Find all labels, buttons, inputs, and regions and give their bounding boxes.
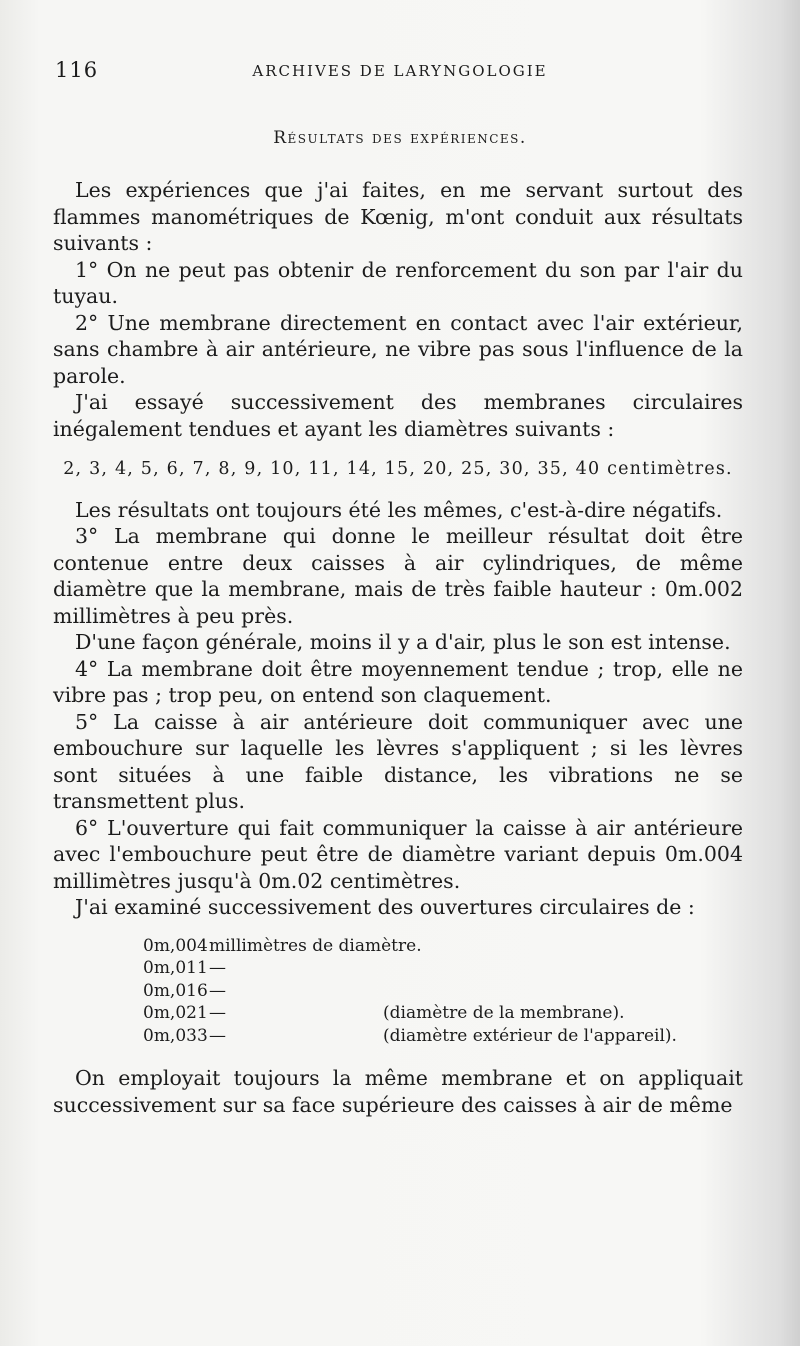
table-row	[143, 935, 743, 958]
paragraph: J'ai examiné successivement des ouvertures circulaires de :	[75, 895, 695, 919]
openings-table	[143, 935, 743, 1048]
opening-value: 0m,011	[143, 958, 208, 978]
paragraph: On employait toujours la même membrane et on appliquait successivement sur sa face supérieure des caisses à air de même	[53, 1066, 743, 1117]
table-row	[143, 1025, 743, 1048]
table-row	[143, 980, 743, 1003]
paragraph: 6° L'ouverture qui fait communiquer la caisse à air antérieure avec l'embouchure peut être de diamètre variant depuis 0m.004 millimètres jusqu'à 0m.02 centimètres.	[53, 815, 743, 893]
table-row	[143, 1002, 743, 1025]
paragraph: Les résultats ont toujours été les mêmes, c'est-à-dire négatifs.	[75, 497, 723, 522]
opening-note: (diamètre extérieur de l'appareil).	[383, 1025, 677, 1046]
opening-value: 0m,004	[143, 935, 208, 956]
paragraph: 3° La membrane qui donne le meilleur résultat doit être contenue entre deux caisses à air cylindriques, de même diamètre que la membrane, mais de très faible hauteur : 0m.002 millimètres à peu près.	[53, 524, 743, 628]
opening-value: 0m,033	[143, 1025, 208, 1046]
body-text	[53, 177, 743, 1118]
paragraph: D'une façon générale, moins il y a d'air, plus le son est intense.	[75, 630, 731, 654]
page-header	[55, 58, 745, 88]
paragraph: 5° La caisse à air antérieure doit communiquer avec une embouchure sur laquelle les lèvres s'appliquent ; si les lèvres sont situées à une faible distance, les vibrations ne se transmettent plus.	[53, 709, 743, 813]
opening-note: (diamètre de la membrane).	[383, 1003, 625, 1023]
running-title: ARCHIVES DE LARYNGOLOGIE	[252, 62, 548, 80]
opening-desc: —	[209, 958, 226, 978]
paragraph: Les expériences que j'ai faites, en me servant surtout des flammes manométriques de Kœnig, m'ont conduit aux résultats suivants :	[53, 178, 743, 255]
paragraph: J'ai essayé successivement des membranes circulaires inégalement tendues et ayant les diamètres suivants :	[53, 390, 743, 441]
table-row	[143, 957, 743, 980]
opening-value: 0m,016	[143, 980, 208, 1001]
paragraph: 1° On ne peut pas obtenir de renforcement du son par l'air du tuyau.	[53, 257, 743, 308]
opening-value: 0m,021	[143, 1003, 208, 1023]
page-number: 116	[55, 58, 99, 82]
opening-desc: millimètres de diamètre.	[209, 935, 422, 956]
paragraph: 4° La membrane doit être moyennement tendue ; trop, elle ne vibre pas ; trop peu, on entend son claquement.	[53, 656, 743, 707]
opening-desc: —	[209, 980, 226, 1001]
diameters-list: 2, 3, 4, 5, 6, 7, 8, 9, 10, 11, 14, 15, 20, 25, 30, 35, 40 centimètres.	[63, 459, 733, 479]
section-title: Résultats des expériences.	[273, 128, 527, 148]
opening-desc: —	[209, 1025, 226, 1046]
opening-desc: —	[209, 1003, 226, 1023]
paragraph: 2° Une membrane directement en contact avec l'air extérieur, sans chambre à air antérieure, ne vibre pas sous l'influence de la parole.	[53, 310, 743, 388]
